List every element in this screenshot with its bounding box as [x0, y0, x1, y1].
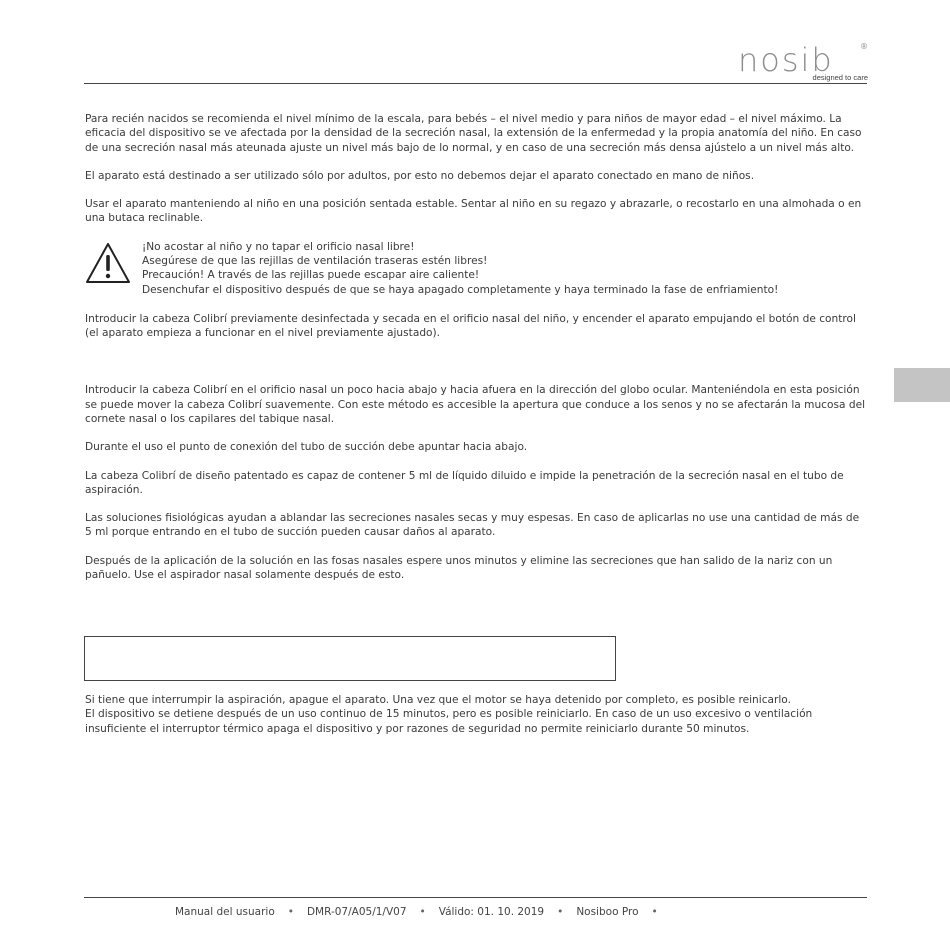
warning-line: ¡No acostar al niño y no tapar el orificio nasal libre! — [142, 240, 415, 253]
warning-triangle-icon — [85, 242, 131, 284]
logo-registered-mark: ® — [860, 42, 868, 51]
footer-separator: • — [557, 906, 564, 918]
footer-valid-date: Válido: 01. 10. 2019 — [438, 906, 545, 918]
logo-tagline: designed to care — [812, 73, 868, 82]
paragraph-thermal-cutoff: El dispositivo se detiene después de un uso continuo de 15 minutos, pero es posible reiniciarlo. En caso de un uso excesivo o ventilación insuficiente el interruptor térmico apaga el dispositivo y por razones de seguridad no permite reiniciarlo durante 50 minutos. — [85, 708, 813, 735]
paragraph-head-capacity: La cabeza Colibrí de diseño patentado es capaz de contener 5 ml de líquido diluido e impide la penetración de la secreción nasal en el tubo de aspiración. — [85, 469, 844, 496]
paragraph-adults-only: El aparato está destinado a ser utilizado sólo por adultos, por esto no debemos dejar el aparato conectado en mano de niños. — [85, 169, 755, 182]
paragraph-tube-direction: Durante el uso el punto de conexión del tubo de succión debe apuntar hacia abajo. — [85, 441, 528, 454]
brand-logo — [738, 42, 868, 86]
footer-doc-code: DMR-07/A05/1/V07 — [306, 906, 407, 918]
paragraph-position: Usar el aparato manteniendo al niño en una posición sentada estable. Sentar al niño en su regazo y abrazarle, o recostarlo en una almohada o en una butaca reclinable. — [85, 198, 862, 225]
paragraph-solutions: Las soluciones fisiológicas ayudan a ablandar las secreciones nasales secas y muy espesas. En caso de aplicarlas no use una cantidad de más de 5 ml porque entrando en el tubo de succión pueden causar daños al aparato. — [85, 512, 860, 539]
interrupt-section — [85, 693, 868, 736]
section-tab-marker — [894, 368, 950, 402]
paragraph-after-solution: Después de la aplicación de la solución en las fosas nasales espere unos minutos y elimine las secreciones que han salido de la nariz con un pañuelo. Use el aspirador nasal solamente después de esto. — [85, 554, 833, 582]
footer-manual: Manual del usuario — [175, 906, 275, 918]
warning-line: Desenchufar el dispositivo después de que se haya apagado completamente y haya terminado la fase de enfriamiento! — [142, 283, 779, 296]
paragraph-technique: Introducir la cabeza Colibrí en el orificio nasal un poco hacia abajo y hacia afuera en la dirección del globo ocular. Manteniéndola en esta posición se puede mover la cabeza Colibrí suavemente. Con este método es accesible la apertura que conduce a los senos y no se afectarán la mucosa del cornete nasal o los capilares del tabique nasal. — [85, 384, 866, 425]
page-footer — [175, 906, 671, 918]
empty-frame — [84, 636, 616, 681]
paragraph-insert-head: Introducir la cabeza Colibrí previamente desinfectada y secada en el orificio nasal del niño, y encender el aparato empujando el botón de control (el aparato empieza a funcionar en el nivel previamente ajustado). — [85, 312, 856, 340]
main-content — [85, 112, 868, 582]
warning-block — [85, 240, 868, 298]
warning-line: Asegúrese de que las rejillas de ventilación traseras estén libres! — [142, 255, 488, 268]
header-divider — [84, 83, 867, 84]
paragraph-levels: Para recién nacidos se recomienda el nivel mínimo de la escala, para bebés – el nivel medio y para niños de mayor edad – el nivel máximo. La eficacia del dispositivo se ve afectada por la densidad de la secreción nasal, la extensión de la enfermedad y la propia anatomía del niño. En caso de una secreción nasal más ateunada ajuste un nivel más bajo de lo normal, y en caso de una secreción más densa ajústelo a un nivel más alto. — [85, 113, 862, 154]
footer-separator: • — [651, 906, 658, 918]
warning-line: Precaución! A través de las rejillas puede escapar aire caliente! — [142, 269, 480, 282]
footer-product: Nosiboo Pro — [576, 906, 639, 918]
paragraph-interrupt: Si tiene que interrumpir la aspiración, apague el aparato. Una vez que el motor se haya detenido por completo, es posible reinicarlo. — [85, 694, 791, 706]
footer-separator: • — [287, 906, 294, 918]
logo-wordmark: nosib — [738, 41, 834, 79]
footer-separator: • — [419, 906, 426, 918]
footer-divider — [84, 897, 867, 898]
